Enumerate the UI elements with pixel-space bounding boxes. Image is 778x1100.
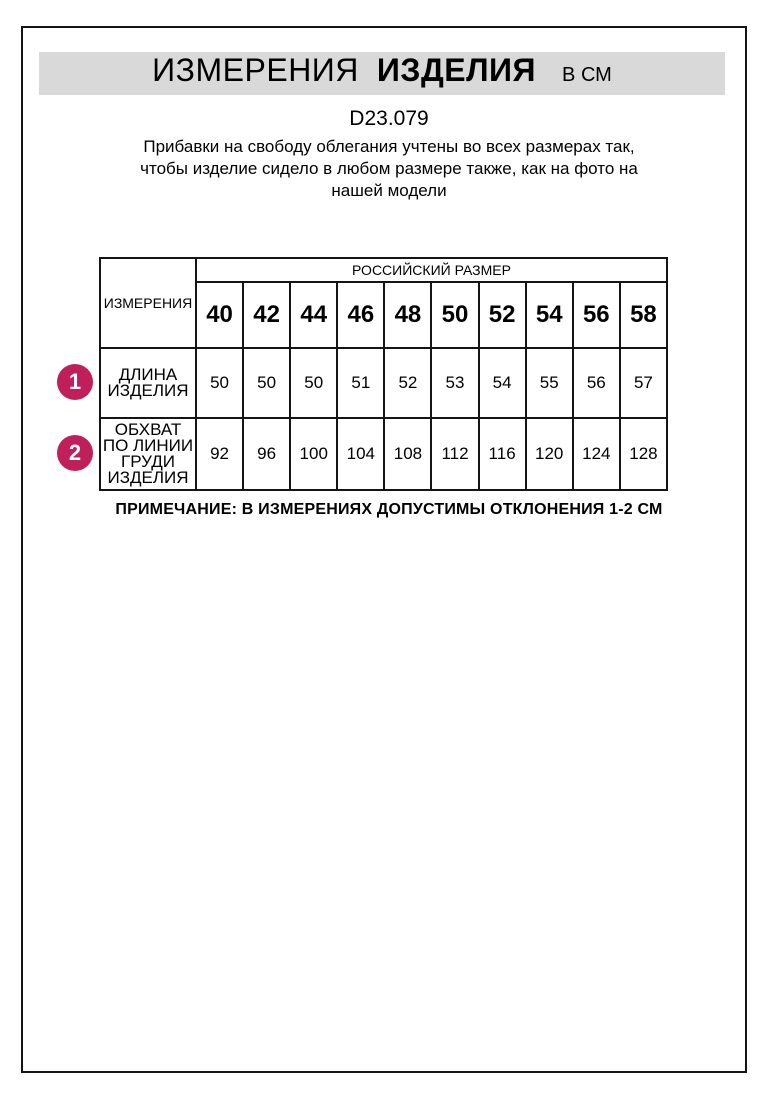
size-header-58: 58 bbox=[620, 282, 667, 348]
value-cell: 56 bbox=[573, 348, 620, 418]
row-label: ДЛИНА ИЗДЕЛИЯ bbox=[100, 348, 196, 418]
value-cell: 53 bbox=[431, 348, 478, 418]
value-cell: 55 bbox=[526, 348, 573, 418]
size-table-section bbox=[0, 257, 778, 489]
value-cell: 100 bbox=[290, 418, 337, 490]
size-header-46: 46 bbox=[337, 282, 384, 348]
row-marker-2: 2 bbox=[57, 435, 93, 471]
value-cell: 112 bbox=[431, 418, 478, 490]
size-header-40: 40 bbox=[196, 282, 243, 348]
title-bar bbox=[39, 52, 725, 95]
size-header-44: 44 bbox=[290, 282, 337, 348]
size-header-52: 52 bbox=[479, 282, 526, 348]
table-row bbox=[100, 348, 667, 418]
value-cell: 50 bbox=[243, 348, 290, 418]
value-cell: 116 bbox=[479, 418, 526, 490]
fit-description: Прибавки на свободу облегания учтены во всех размерах так, чтобы изделие сидело в любом размере также, как на фото на нашей модели bbox=[140, 137, 638, 200]
value-cell: 54 bbox=[479, 348, 526, 418]
size-header-54: 54 bbox=[526, 282, 573, 348]
value-cell: 52 bbox=[384, 348, 431, 418]
group-header-row bbox=[100, 258, 667, 282]
size-header-56: 56 bbox=[573, 282, 620, 348]
size-header-50: 50 bbox=[431, 282, 478, 348]
value-cell: 92 bbox=[196, 418, 243, 490]
value-cell: 108 bbox=[384, 418, 431, 490]
title-word-product: ИЗДЕЛИЯ bbox=[376, 52, 537, 88]
corner-header-cell: ИЗМЕРЕНИЯ bbox=[100, 258, 196, 348]
size-header-42: 42 bbox=[243, 282, 290, 348]
value-cell: 50 bbox=[290, 348, 337, 418]
title-word-measurements: ИЗМЕРЕНИЯ bbox=[152, 52, 359, 88]
russian-size-header-cell: РОССИЙСКИЙ РАЗМЕР bbox=[196, 258, 667, 282]
title-unit-cm: В СМ bbox=[562, 64, 612, 86]
size-header-48: 48 bbox=[384, 282, 431, 348]
value-cell: 50 bbox=[196, 348, 243, 418]
value-cell: 104 bbox=[337, 418, 384, 490]
row-marker-1: 1 bbox=[57, 364, 93, 400]
value-cell: 51 bbox=[337, 348, 384, 418]
value-cell: 124 bbox=[573, 418, 620, 490]
row-label: ОБХВАТ ПО ЛИНИИ ГРУДИ ИЗДЕЛИЯ bbox=[100, 418, 196, 490]
measurements-table bbox=[99, 257, 668, 491]
value-cell: 57 bbox=[620, 348, 667, 418]
table-row bbox=[100, 418, 667, 490]
value-cell: 120 bbox=[526, 418, 573, 490]
product-code: D23.079 bbox=[349, 107, 429, 130]
value-cell: 96 bbox=[243, 418, 290, 490]
tolerance-note: ПРИМЕЧАНИЕ: В ИЗМЕРЕНИЯХ ДОПУСТИМЫ ОТКЛОНЕНИЯ 1-2 СМ bbox=[115, 501, 663, 518]
value-cell: 128 bbox=[620, 418, 667, 490]
